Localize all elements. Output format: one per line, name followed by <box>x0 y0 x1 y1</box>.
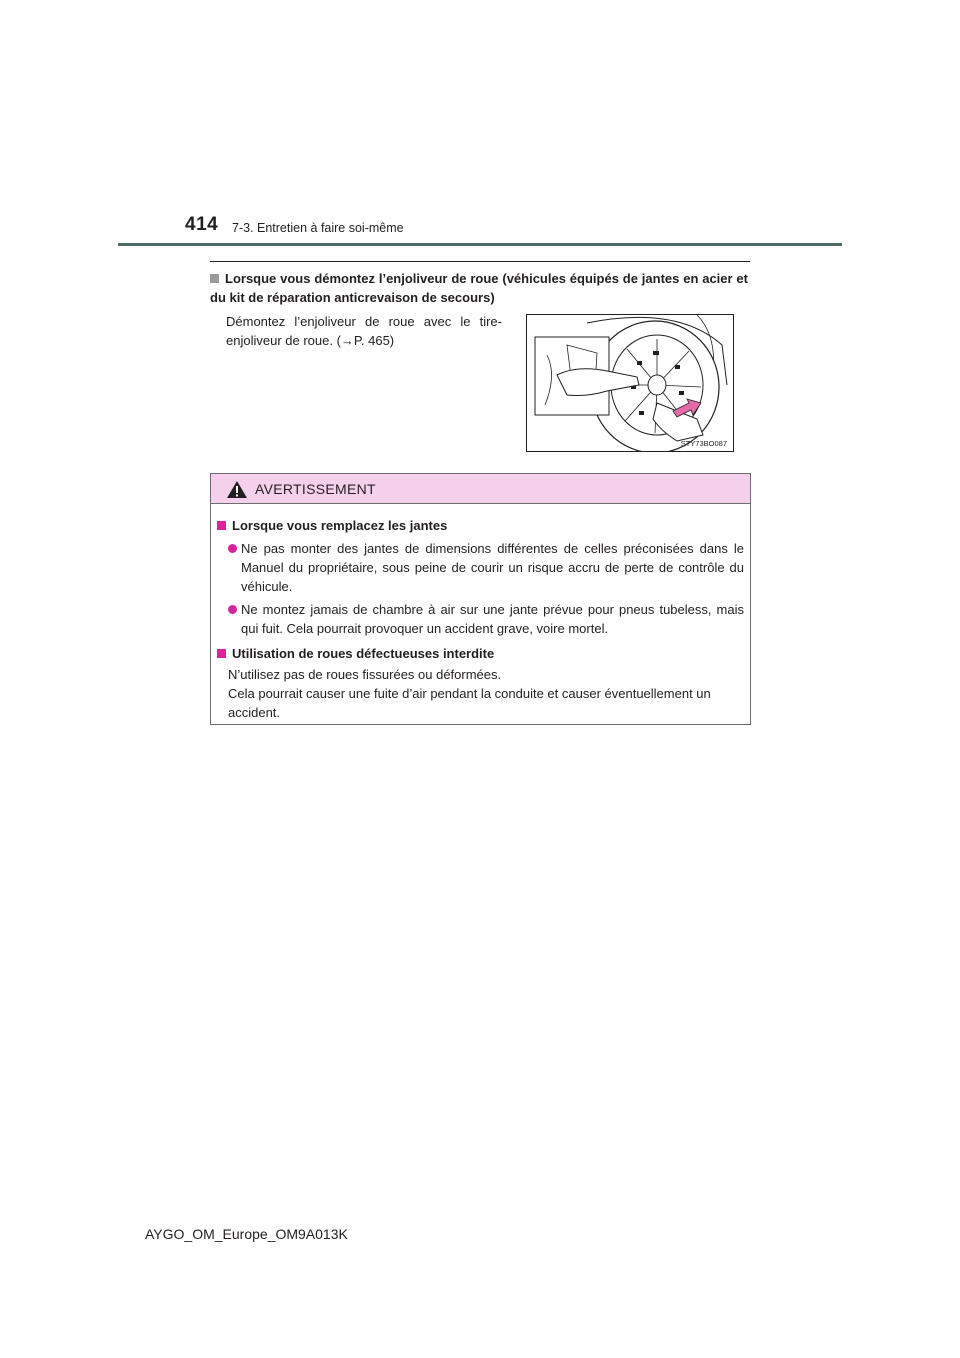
wheel-cover-illustration <box>527 315 733 451</box>
warning-heading-rims: Lorsque vous remplacez les jantes <box>217 516 744 535</box>
page-number: 414 <box>185 214 219 235</box>
circle-bullet-icon <box>228 605 237 614</box>
heading-rule <box>210 261 750 262</box>
square-bullet-icon <box>217 521 226 530</box>
warning-triangle-icon <box>226 480 248 499</box>
warning-paragraph: Cela pourrait causer une fuite d’air pendant la conduite et causer éventuellement un accident. <box>228 686 711 720</box>
warning-bullet: Ne montez jamais de chambre à air sur une jante prévue pour pneus tubeless, mais qui fuit. Cela pourrait provoquer un accident grave, voire mortel. <box>217 600 744 638</box>
section-body: Démontez l’enjoliveur de roue avec le tire-enjoliveur de roue. (→P. 465) <box>226 314 502 348</box>
section-heading <box>210 269 748 307</box>
warning-paragraph: N’utilisez pas de roues fissurées ou déformées. <box>228 667 502 682</box>
warning-title: AVERTISSEMENT <box>255 481 376 497</box>
circle-bullet-icon <box>228 544 237 553</box>
warning-bullet: Ne pas monter des jantes de dimensions différentes de celles préconisées dans le Manuel du propriétaire, sous peine de courir un risque accru de perte de contrôle du véhicule. <box>217 539 744 596</box>
warning-box <box>210 473 751 725</box>
warning-heading-defective: Utilisation de roues défectueuses interdite <box>217 644 744 663</box>
square-bullet-icon <box>217 649 226 658</box>
section-title: 7-3. Entretien à faire soi-même <box>232 221 404 235</box>
header-rule <box>118 243 842 246</box>
footer-doc-id: AYGO_OM_Europe_OM9A013K <box>145 1226 348 1242</box>
warning-content <box>217 516 744 722</box>
figure-code: STY73BO087 <box>680 439 727 448</box>
section-heading-text: Lorsque vous démontez l’enjoliveur de roue (véhicules équipés de jantes en acier et du kit de réparation anticrevaison de secours) <box>210 271 748 305</box>
warning-header <box>211 474 750 504</box>
square-bullet-icon <box>210 274 219 283</box>
wheel-cover-figure <box>526 314 734 452</box>
